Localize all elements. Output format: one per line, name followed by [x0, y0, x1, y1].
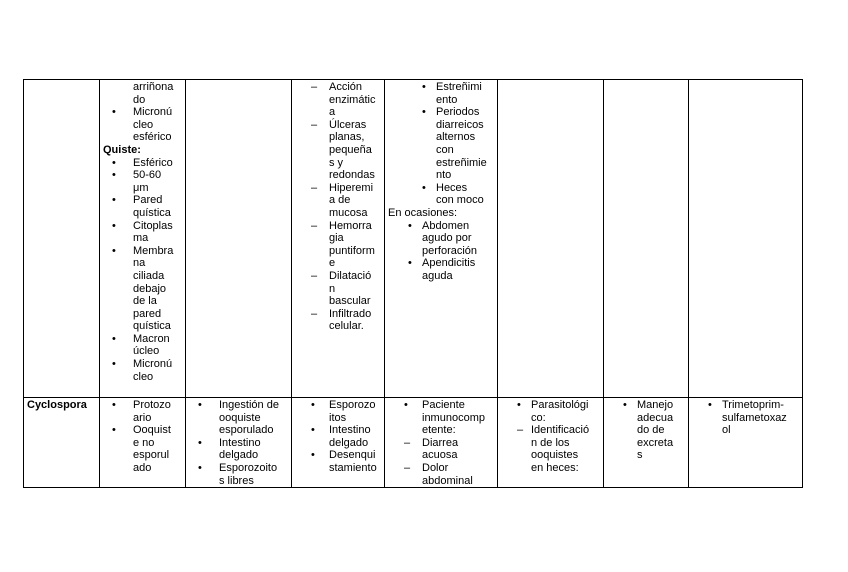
- cell-list: [388, 81, 494, 207]
- list-item-text: Paciente inmunocomp etente:: [422, 399, 485, 437]
- list-item-text: Ingestión de ooquiste esporulado: [219, 399, 279, 437]
- row2-col7: [604, 398, 689, 488]
- bullet-icon: •: [623, 399, 627, 411]
- bullet-icon: •: [112, 332, 116, 345]
- list-item: [692, 399, 799, 437]
- bullet-icon: •: [422, 181, 426, 194]
- cell-list: [295, 81, 381, 333]
- list-item: [388, 81, 494, 106]
- list-item: [607, 399, 685, 462]
- list-item: [103, 194, 182, 219]
- list-item-text: Estreñimi ento: [436, 81, 482, 106]
- list-item: [388, 106, 494, 182]
- table-row: [24, 80, 803, 398]
- bullet-icon: •: [198, 461, 202, 474]
- list-item-text: Citoplas ma: [133, 219, 173, 245]
- cell-list: [607, 399, 685, 462]
- bullet-icon: •: [422, 81, 426, 93]
- list-item-text: Pared quística: [133, 194, 171, 219]
- list-item-text: Micronú cleo esférico: [133, 106, 173, 144]
- list-item-text: Micronú cleo: [133, 358, 173, 383]
- bullet-icon: •: [311, 424, 315, 437]
- cell-list: [388, 399, 494, 487]
- dash-icon: –: [404, 436, 411, 449]
- list-item-text: Identificació n de los ooquistes en heces:: [531, 424, 590, 474]
- list-item-text: Apendicitis aguda: [422, 257, 476, 282]
- list-item-text: Macron úcleo: [133, 332, 170, 358]
- list-item: [295, 182, 381, 220]
- cell-list: [103, 157, 182, 384]
- dash-icon: –: [517, 424, 524, 437]
- bullet-icon: •: [112, 106, 116, 119]
- row2-col6: [498, 398, 604, 488]
- list-item: [295, 308, 381, 333]
- list-item-text: Diarrea acuosa: [422, 436, 459, 462]
- organism-name: Cyclospora: [27, 399, 87, 411]
- list-item: [103, 358, 182, 383]
- row1-col1: [24, 80, 100, 398]
- cell-list: [692, 399, 799, 437]
- list-item: [103, 245, 182, 333]
- list-item: [295, 399, 381, 424]
- list-item: [189, 399, 288, 437]
- list-item-text: 50-60 μm: [133, 169, 162, 194]
- list-item-text: Dilatació n bascular: [329, 269, 372, 308]
- list-item-text: Heces con moco: [436, 181, 484, 207]
- bullet-icon: •: [112, 156, 116, 169]
- list-item: [388, 182, 494, 207]
- list-item-text: arriñona do: [133, 81, 174, 106]
- list-item: [103, 81, 182, 106]
- cell-list: [501, 399, 600, 475]
- bullet-icon: •: [112, 358, 116, 371]
- list-item-text: Dolor abdominal: [422, 461, 473, 487]
- list-item: [189, 437, 288, 462]
- bullet-icon: •: [708, 399, 712, 411]
- dash-icon: –: [311, 118, 318, 131]
- row1-col2: [100, 80, 186, 398]
- row2-col8: [689, 398, 803, 488]
- list-item: [103, 399, 182, 424]
- list-item-text: Manejo adecua do de excreta s: [637, 399, 674, 462]
- dash-icon: –: [311, 219, 318, 232]
- bullet-icon: •: [198, 436, 202, 449]
- list-item: [103, 169, 182, 194]
- bullet-icon: •: [112, 169, 116, 182]
- list-item-text: Hemorra gia puntiform e: [329, 219, 375, 270]
- list-item-text: Esporozoito s libres: [219, 461, 278, 487]
- bullet-icon: •: [112, 219, 116, 232]
- list-item-text: Úlceras planas, pequeña s y redondas: [329, 118, 375, 182]
- list-item: [501, 424, 600, 474]
- row1-col8: [689, 80, 803, 398]
- list-item: [295, 119, 381, 182]
- list-item-text: Ooquist e no esporul ado: [133, 424, 171, 474]
- quiste-heading: Quiste:: [103, 143, 141, 156]
- list-item-text: Periodos diarreicos alternos con estreñimie nto: [436, 106, 487, 182]
- list-item: [295, 424, 381, 449]
- bullet-icon: •: [404, 399, 408, 411]
- row1-col6: [498, 80, 604, 398]
- row2-col1: [24, 398, 100, 488]
- list-item: [295, 449, 381, 474]
- dash-icon: –: [311, 269, 318, 282]
- dash-icon: –: [311, 307, 318, 320]
- list-item-text: Membra na ciliada debajo de la pared quística: [133, 244, 174, 333]
- list-item: [103, 106, 182, 144]
- dash-icon: –: [311, 81, 318, 93]
- list-item: [189, 462, 288, 487]
- bullet-icon: •: [112, 424, 116, 437]
- bullet-icon: •: [517, 399, 521, 411]
- bullet-icon: •: [311, 399, 315, 411]
- list-item-text: Acción enzimátic a: [329, 81, 376, 119]
- list-item-text: Protozo ario: [133, 399, 171, 424]
- row2-col2: [100, 398, 186, 488]
- bullet-icon: •: [408, 219, 412, 232]
- list-item: [388, 399, 494, 437]
- list-item: [103, 157, 182, 170]
- bullet-icon: •: [311, 449, 315, 462]
- list-item-text: Infiltrado celular.: [329, 307, 372, 333]
- list-item: [103, 220, 182, 245]
- cell-list: [295, 399, 381, 475]
- list-item-text: Esférico: [133, 156, 173, 169]
- cell-list: [388, 220, 494, 283]
- row1-col5: [385, 80, 498, 398]
- list-item: [295, 220, 381, 270]
- list-item: [103, 424, 182, 474]
- list-item-text: Abdomen agudo por perforación: [422, 219, 478, 257]
- bullet-icon: •: [112, 399, 116, 411]
- list-item: [388, 257, 494, 282]
- row2-col4: [292, 398, 385, 488]
- list-item-text: Trimetoprim- sulfametoxaz ol: [722, 399, 787, 437]
- dash-icon: –: [404, 461, 411, 474]
- cell-list: [103, 399, 182, 475]
- table-row: [24, 398, 803, 488]
- cell-list: [189, 399, 288, 487]
- list-item: [295, 81, 381, 119]
- bullet-icon: •: [408, 257, 412, 270]
- list-item-text: Parasitológi co:: [531, 399, 589, 424]
- list-item-text: Hiperemi a de mucosa: [329, 181, 374, 219]
- parasite-table: [23, 79, 803, 488]
- list-item: [103, 333, 182, 358]
- list-item-text: Intestino delgado: [219, 436, 261, 462]
- row1-col4: [292, 80, 385, 398]
- list-item: [501, 399, 600, 424]
- bullet-icon: •: [198, 399, 202, 411]
- bullet-icon: •: [422, 106, 426, 119]
- list-item-text: Desenqui stamiento: [329, 449, 377, 474]
- bullet-icon: •: [112, 244, 116, 257]
- list-item: [388, 437, 494, 462]
- list-item: [295, 270, 381, 308]
- list-item-text: Intestino delgado: [329, 424, 371, 449]
- en-ocasiones-label: En ocasiones:: [388, 206, 458, 219]
- bullet-icon: •: [112, 194, 116, 207]
- row1-col7: [604, 80, 689, 398]
- cell-list: [103, 81, 182, 144]
- list-item: [388, 220, 494, 258]
- list-item: [388, 462, 494, 487]
- row2-col5: [385, 398, 498, 488]
- dash-icon: –: [311, 181, 318, 194]
- row1-col3: [186, 80, 292, 398]
- list-item-text: Esporozo itos: [329, 399, 376, 424]
- row2-col3: [186, 398, 292, 488]
